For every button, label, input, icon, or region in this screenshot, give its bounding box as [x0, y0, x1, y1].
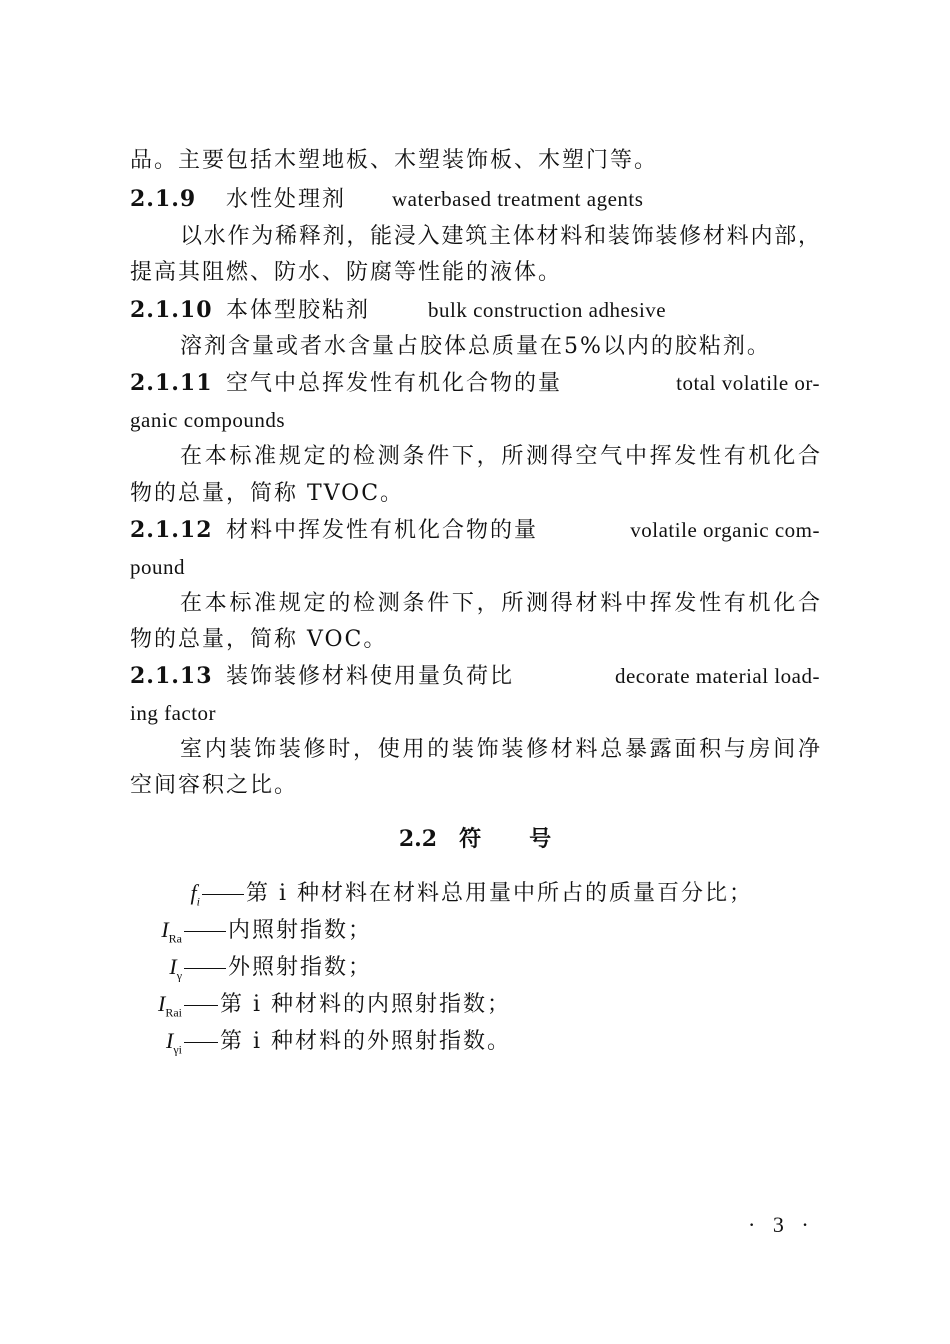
definition-line: 空间容积之比。 — [130, 773, 299, 798]
term-number: 2.1.11 — [130, 370, 213, 396]
term-number: 2.1.10 — [130, 297, 213, 323]
term-english-continued: ganic compounds — [130, 408, 286, 432]
term-2-1-11 — [130, 368, 820, 398]
definition-line: 室内装饰装修时，使用的装饰装修材料总暴露面积与房间净 — [180, 737, 820, 762]
term-chinese: 装饰装修材料使用量负荷比 — [226, 664, 515, 689]
term-2-1-10 — [130, 295, 820, 325]
definition-line: 物的总量，简称 TVOC。 — [130, 481, 405, 506]
term-english: volatile organic com- — [630, 518, 820, 542]
em-dash — [202, 894, 244, 895]
symbol: $I_\gamma$ — [169, 954, 182, 983]
text-line: 品。主要包括木塑地板、木塑装饰板、木塑门等。 — [130, 148, 659, 173]
section-title-char: 符 — [459, 826, 482, 852]
em-dash — [184, 968, 226, 969]
symbol-entry — [140, 1025, 511, 1057]
page-number: · 3 · — [748, 1212, 815, 1237]
term-english: bulk construction adhesive — [428, 298, 667, 322]
term-2-1-9 — [130, 184, 820, 214]
symbol-description: 第 i 种材料的内照射指数； — [220, 992, 512, 1017]
symbol-entry — [140, 951, 372, 983]
symbol-entry — [140, 914, 372, 946]
em-dash — [184, 1042, 218, 1043]
term-2-1-13 — [130, 661, 820, 691]
symbol-description: 第 i 种材料在材料总用量中所占的质量百分比； — [246, 881, 754, 906]
section-heading — [0, 822, 950, 856]
symbol-entry — [140, 877, 753, 909]
term-english: waterbased treatment agents — [392, 187, 644, 211]
term-number: 2.1.9 — [130, 186, 197, 212]
term-2-1-12 — [130, 515, 820, 545]
term-chinese: 空气中总挥发性有机化合物的量 — [226, 371, 563, 396]
term-english-continued: pound — [130, 555, 185, 579]
term-chinese: 本体型胶粘剂 — [226, 298, 371, 323]
symbol-description: 第 i 种材料的外照射指数。 — [220, 1029, 512, 1054]
definition-line: 在本标准规定的检测条件下，所测得材料中挥发性有机化合 — [180, 591, 820, 616]
term-number: 2.1.13 — [130, 663, 213, 689]
term-english: decorate material load- — [614, 664, 820, 688]
term-number: 2.1.12 — [130, 517, 213, 543]
definition-line: 提高其阻燃、防水、防腐等性能的液体。 — [130, 260, 563, 285]
em-dash — [184, 931, 226, 932]
term-chinese: 材料中挥发性有机化合物的量 — [226, 518, 539, 543]
definition-line: 溶剂含量或者水含量占胶体总质量在5%以内的胶粘剂。 — [180, 334, 771, 359]
symbol: $I_{Ra}$ — [161, 917, 182, 946]
section-number: 2.2 — [398, 826, 438, 852]
symbol-description: 外照射指数； — [228, 955, 373, 980]
term-english-continued: ing factor — [130, 701, 217, 725]
symbol: $I_{Rai}$ — [158, 991, 182, 1020]
em-dash — [184, 1005, 218, 1006]
term-chinese: 水性处理剂 — [226, 187, 347, 212]
symbol: $I_{\gamma i}$ — [166, 1028, 182, 1057]
definition-line: 物的总量，简称 VOC。 — [130, 627, 388, 652]
definition-line: 以水作为稀释剂，能浸入建筑主体材料和装饰装修材料内部， — [180, 224, 820, 249]
symbol-entry — [140, 988, 511, 1020]
symbol: $f_i$ — [190, 880, 200, 909]
term-english: total volatile or- — [676, 371, 820, 395]
symbol-description: 内照射指数； — [228, 918, 373, 943]
definition-line: 在本标准规定的检测条件下，所测得空气中挥发性有机化合 — [180, 444, 820, 469]
section-title-char: 号 — [529, 826, 552, 852]
